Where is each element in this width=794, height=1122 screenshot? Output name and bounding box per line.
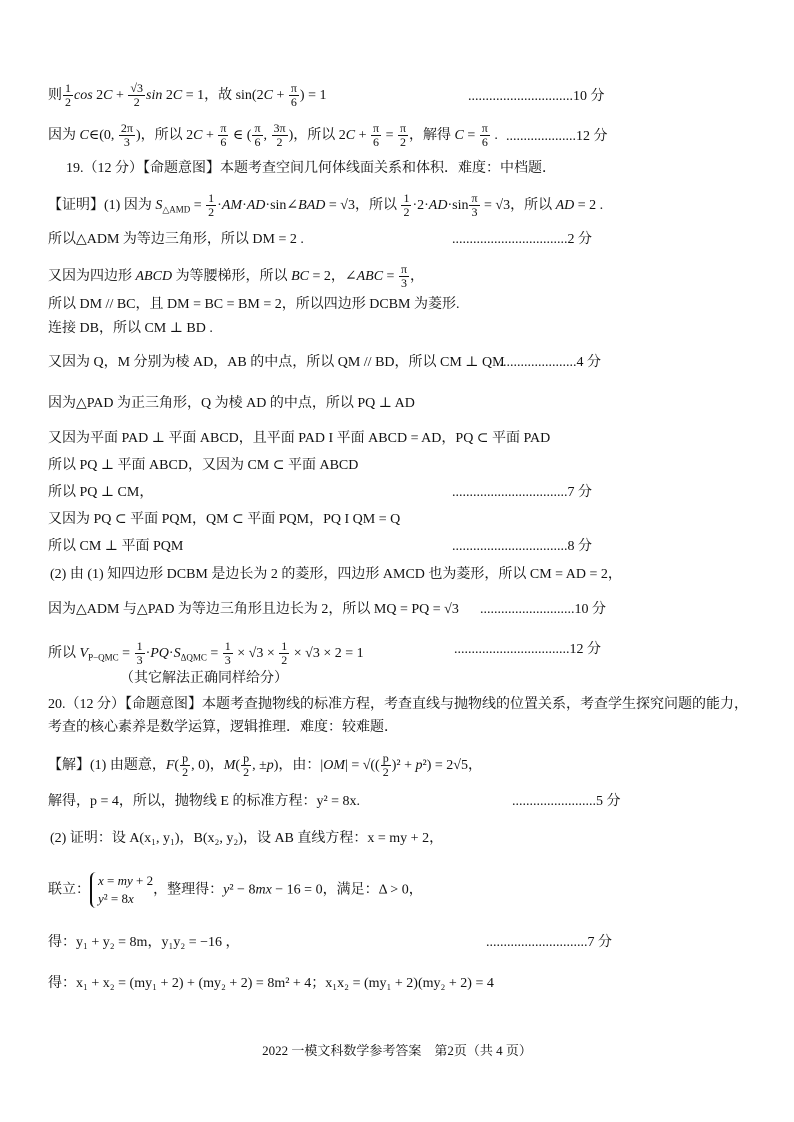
answer-line-20-1: 【解】(1) 由题意，F( $\frac{p}{2}$ , 0)，M( $\frac{p}{2}$ , ±p)，由：|OM| = √(( $\frac{p}{2}$ )² + p²) = 2√5， bbox=[48, 751, 482, 780]
score-7b: .............................7 分 bbox=[486, 935, 612, 950]
score-10b: ...........................10 分 bbox=[480, 602, 606, 617]
fraction: $\frac{1}{2}$ bbox=[281, 639, 288, 668]
score-12-line2: ....................12 分 bbox=[506, 129, 608, 144]
fraction: $\frac{p}{2}$ bbox=[382, 751, 389, 780]
fraction: $\frac{1}{3}$ bbox=[224, 639, 231, 668]
answer-line-x: 得：x₁ + x₂ = (my₁ + 2) + (my₂ + 2) = 8m² + 4；x₁x₂ = (my₁ + 2)(my₂ + 2) = 4 bbox=[48, 976, 494, 991]
answer-line-mq: 因为△ADM 与△PAD 为等边三角形且边长为 2，所以 MQ = PQ = √3 bbox=[48, 602, 459, 617]
answer-line-plane1: 又因为平面 PAD ⊥ 平面 ABCD，且平面 PAD I 平面 ABCD = AD，PQ ⊂ 平面 PAD bbox=[48, 431, 551, 446]
fraction: $\frac{\pi}{6}$ bbox=[220, 121, 227, 150]
fraction: $\frac{p}{2}$ bbox=[243, 751, 250, 780]
answer-line-cmpqm: 所以 CM ⊥ 平面 PQM bbox=[48, 539, 184, 554]
answer-line-sum: 得：y₁ + y₂ = 8m，y₁y₂ = −16 ， bbox=[48, 935, 240, 950]
fraction: $\frac{\pi}{2}$ bbox=[399, 121, 407, 150]
fraction: $\frac{2\pi}{3}$ bbox=[120, 121, 133, 150]
answer-line-pqm: 又因为 PQ ⊂ 平面 PQM，QM ⊂ 平面 PQM，PQ I QM = Q bbox=[48, 512, 401, 527]
problem-20-heading: 20.（12 分）【命题意图】本题考查抛物线的标准方程，考查直线与抛物线的位置关系，考查学生探究问题的能力， bbox=[48, 697, 748, 712]
answer-line-volume: 所以 $V_{P-QMC}$ = $\frac{1}{3}$ $\cdot PQ\cdot S_{\Delta QMC}$ = $\frac{1}{3}$ × √3 × $\frac{1}{2}$ × √3 × 2 = 1 bbox=[48, 639, 364, 668]
fraction: $\frac{\pi}{6}$ bbox=[254, 121, 261, 150]
problem-19-heading: 19.（12 分）【命题意图】本题考查空间几何体线面关系和体积．难度：中档题． bbox=[66, 161, 556, 176]
fraction: $\frac{1}{3}$ bbox=[136, 639, 143, 668]
page-footer: 2022 一模文科数学参考答案 第2页（共 4 页） bbox=[262, 1043, 532, 1058]
answer-line-plane2: 所以 PQ ⊥ 平面 ABCD，又因为 CM ⊂ 平面 ABCD bbox=[48, 458, 359, 473]
answer-line-db: 连接 DB，所以 CM ⊥ BD . bbox=[48, 321, 213, 336]
fraction: $\frac{√3}{2}$ bbox=[130, 81, 144, 110]
fraction: $\frac{1}{2}$ bbox=[65, 81, 71, 110]
answer-line-system: 联立：x = my + 2 y² = 8x，整理得：y² − 8mx − 16 = 0，满足：Δ > 0， bbox=[48, 872, 423, 908]
answer-line-19-1: 【证明】(1) 因为 $S_{\triangle AMD}$ = $\frac{1}{2}$ ·AM·AD·sin∠BAD = √3，所以 $\frac{1}{2}$ ·2·AD·sin $\frac{\pi}{3}$ = √3，所以 AD = 2 . bbox=[48, 191, 604, 220]
fraction: $\frac{1}{2}$ bbox=[208, 191, 215, 220]
problem-20-heading-cont: 考查的核心素养是数学运算，逻辑推理．难度：较难题． bbox=[48, 720, 398, 735]
answer-line-adm: 所以△ADM 为等边三角形，所以 DM = 2 . bbox=[48, 232, 304, 247]
fraction: $\frac{\pi}{6}$ bbox=[290, 81, 297, 110]
answer-line-pad: 因为△PAD 为正三角形，Q 为棱 AD 的中点，所以 PQ ⊥ AD bbox=[48, 396, 415, 411]
fraction: $\frac{1}{2}$ bbox=[403, 191, 410, 220]
answer-line-1: 则 $\frac{1}{2}$ cos 2C + $\frac{√3}{2}$ sin 2C = 1，故 sin(2C + $\frac{\pi}{6}$ ) = 1 bbox=[48, 81, 327, 110]
fraction: $\frac{p}{2}$ bbox=[182, 751, 189, 780]
fraction: $\frac{\pi}{6}$ bbox=[481, 121, 488, 150]
answer-line-abcd: 又因为四边形 ABCD 为等腰梯形，所以 BC = 2，∠ABC = $\frac{\pi}{3}$ ， bbox=[48, 262, 425, 291]
answer-line-qm: 又因为 Q，M 分别为棱 AD，AB 的中点，所以 QM // BD，所以 CM ⊥ QM bbox=[48, 355, 505, 370]
answer-line-dcbm: 所以 DM // BC，且 DM = BC = BM = 2，所以四边形 DCBM 为菱形. bbox=[48, 297, 460, 312]
answer-line-pqcm: 所以 PQ ⊥ CM， bbox=[48, 485, 154, 500]
answer-line-p4: 解得，p = 4，所以，抛物线 E 的标准方程：y² = 8x. bbox=[48, 794, 361, 809]
answer-line-19-2: (2) 由 (1) 知四边形 DCBM 是边长为 2 的菱形，四边形 AMCD 也为菱形，所以 CM = AD = 2， bbox=[50, 567, 622, 582]
fraction: $\frac{\pi}{3}$ bbox=[400, 262, 408, 291]
fraction: $\frac{\pi}{6}$ bbox=[373, 121, 380, 150]
equation-system: x = my + 2 y² = 8x bbox=[90, 872, 153, 908]
fraction: $\frac{3\pi}{2}$ bbox=[273, 121, 286, 150]
fraction: $\frac{\pi}{3}$ bbox=[471, 191, 478, 220]
score-4: .......................4 分 bbox=[496, 355, 601, 370]
score-2: .................................2 分 bbox=[452, 232, 592, 247]
score-12b: .................................12 分 bbox=[454, 642, 601, 657]
score-10-line1: ..............................10 分 bbox=[468, 89, 605, 104]
score-8: .................................8 分 bbox=[452, 539, 592, 554]
score-5: ........................5 分 bbox=[512, 794, 621, 809]
answer-line-20-2: (2) 证明：设 A(x₁, y₁)，B(x₂, y₂)，设 AB 直线方程：x = my + 2， bbox=[50, 831, 444, 846]
score-7a: .................................7 分 bbox=[452, 485, 592, 500]
answer-line-2: 因为 C∈(0, $\frac{2\pi}{3}$ )，所以 2C + $\frac{\pi}{6}$ ∈ ( $\frac{\pi}{6}$ , $\frac{3\pi}{2}$ )，所以 2C + $\frac{\pi}{6}$ = $\frac{\pi}{2}$ ，解得 C = $\frac{\pi}{6}$ . bbox=[48, 121, 498, 150]
answer-line-note: （其它解法正确同样给分） bbox=[120, 671, 288, 686]
